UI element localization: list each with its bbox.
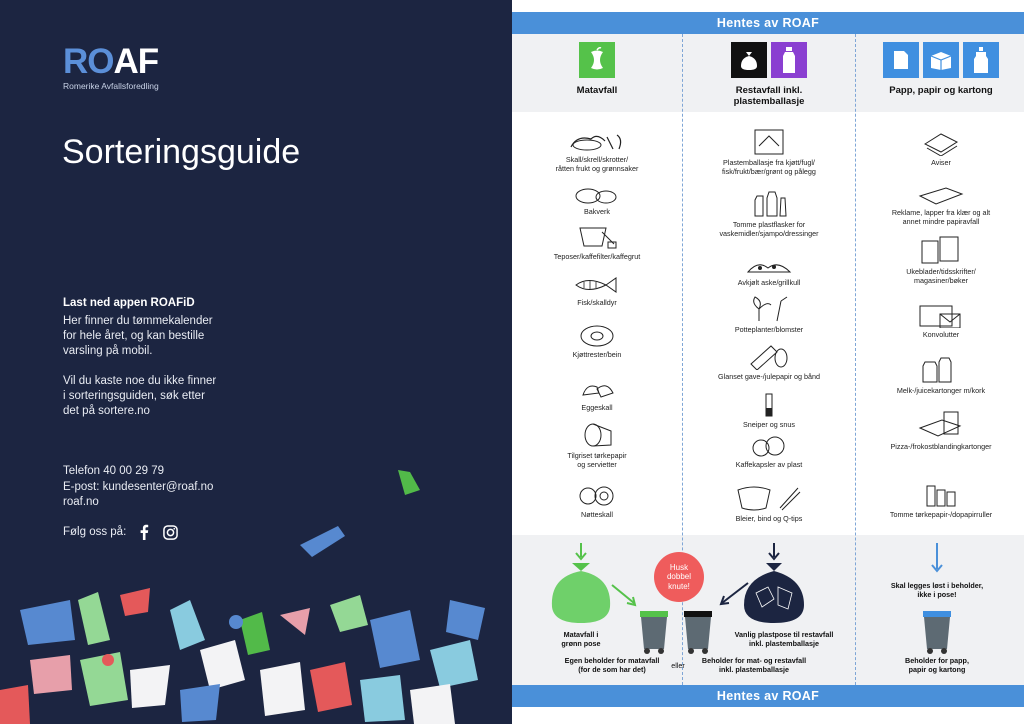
item-label: Teposer/kaffefilter/kaffegrut (553, 252, 641, 261)
list-item-residual (689, 190, 849, 238)
item-label: Aviser (931, 158, 951, 167)
item-label: Sneiper og snus (743, 420, 795, 429)
list-item-paper (861, 237, 1021, 285)
item-label: Bleier, bind og Q-tips (735, 514, 803, 523)
instagram-icon[interactable] (162, 524, 178, 540)
list-item-food (517, 373, 677, 413)
list-item-food (517, 421, 677, 469)
list-item-paper (861, 412, 1021, 452)
item-label: Reklame, lapper fra klær og alt annet mindre papiravfall (891, 208, 991, 226)
list-item-paper (861, 356, 1021, 396)
item-label: Tomme tørkepapir-/dopapirruller (889, 510, 993, 519)
list-item-paper (861, 300, 1021, 340)
item-label: Nøtteskall (581, 510, 613, 519)
item-label: Glanset gave-/julepapir og bånd (718, 372, 820, 381)
top-banner: Hentes av ROAF (512, 12, 1024, 34)
item-label: Eggeskall (581, 403, 613, 412)
trash-bag-icon (731, 42, 767, 78)
list-item-residual (689, 484, 849, 524)
column-header-residual (684, 42, 854, 107)
list-item-paper (861, 178, 1021, 226)
logo-af: AF (113, 42, 159, 81)
list-item-paper (861, 480, 1021, 520)
website-link[interactable]: roaf.no (63, 496, 99, 508)
item-label: Kjøttrester/bein (572, 350, 622, 359)
item-label: Avkjølt aske/grillkull (737, 278, 801, 287)
item-label: Melk-/juicekartonger m/kork (896, 386, 986, 395)
item-label: Skall/skrell/skrotter/ råtten frukt og grønnsaker (555, 155, 639, 173)
double-knot-badge: Husk dobbel knute! (654, 552, 704, 602)
list-item-residual (689, 248, 849, 288)
column-header-food (512, 42, 682, 97)
column-header-paper (856, 42, 1024, 97)
social-links (63, 524, 178, 540)
item-label: Kaffekapsler av plast (735, 460, 803, 469)
list-item-residual (689, 342, 849, 382)
food-bin-label: Egen beholder for matavfall (for de som har det) (564, 656, 660, 674)
contact-info (63, 464, 213, 511)
follow-label: Følg oss på: (63, 526, 127, 538)
bottom-banner: Hentes av ROAF (512, 685, 1024, 707)
header-separator (512, 112, 1024, 116)
item-label: Konvolutter (922, 330, 960, 339)
cardboard-box-icon (923, 42, 959, 78)
paper-loose-label: Skal legges løst i beholder, ikke i pose! (890, 581, 984, 599)
item-label: Tilgriset tørkepapir og servietter (567, 451, 627, 469)
item-label: Ukeblader/tidsskrifter/ magasiner/bøker (906, 267, 976, 285)
column-label-residual: Restavfall inkl. plastemballasje (733, 85, 805, 107)
item-label: Potteplanter/blomster (734, 325, 804, 334)
plastic-bottle-icon (771, 42, 807, 78)
search-hint: Vil du kaste noe du ikke finner i sorteringsguiden, søk etter det på sortere.no (63, 375, 217, 417)
phone-text: Telefon 40 00 29 79 (63, 465, 165, 477)
item-label: Pizza-/frokostblandingkartonger (890, 442, 992, 451)
app-title: Last ned appen ROAFiD (63, 297, 195, 309)
paper-bin-label: Beholder for papp, papir og kartong (905, 656, 969, 674)
item-label: Fisk/skalldyr (577, 298, 617, 307)
list-item-food (517, 125, 677, 173)
column-label-food: Matavfall (576, 85, 618, 96)
page-title: Sorteringsguide (62, 133, 301, 171)
logo-ro: RO (63, 42, 114, 81)
item-label: Bakverk (584, 207, 610, 216)
item-label: Plastemballasje fra kjøtt/fugl/ fisk/frukt/bær/grønt og pålegg (722, 158, 816, 176)
list-item-residual (689, 430, 849, 470)
app-description: Her finner du tømmekalender for hele året, og kan bestille varsling på mobil. (63, 315, 213, 357)
paper-icon (883, 42, 919, 78)
list-item-food (517, 320, 677, 360)
column-label-paper: Papp, papir og kartong (889, 85, 993, 96)
apple-core-icon (579, 42, 615, 78)
logo-subtitle: Romerike Avfallsforedling (63, 81, 159, 91)
list-item-food (517, 480, 677, 520)
mixed-bin-label: Beholder for mat- og restavfall inkl. plastemballasje (701, 656, 807, 674)
item-label: Tomme plastflasker for vaskemidler/sjampo/dressinger (719, 220, 819, 238)
app-info (63, 297, 313, 434)
milk-carton-icon (963, 42, 999, 78)
sorting-panel (512, 0, 1024, 724)
plastic-bag-label: Vanlig plastpose til restavfall inkl. plastemballasje (734, 630, 834, 648)
list-item-residual (689, 390, 849, 430)
list-item-residual (689, 128, 849, 176)
list-item-food (517, 268, 677, 308)
list-item-food (517, 177, 677, 217)
roaf-logo[interactable] (63, 44, 159, 91)
or-label: eller (671, 661, 685, 670)
facebook-icon[interactable] (136, 524, 152, 540)
list-item-paper (861, 128, 1021, 168)
green-bag-label: Matavfall i grønn pose (561, 630, 601, 648)
email-link[interactable]: E-post: kundesenter@roaf.no (63, 480, 214, 493)
list-item-residual (689, 295, 849, 335)
list-item-food (517, 222, 677, 262)
